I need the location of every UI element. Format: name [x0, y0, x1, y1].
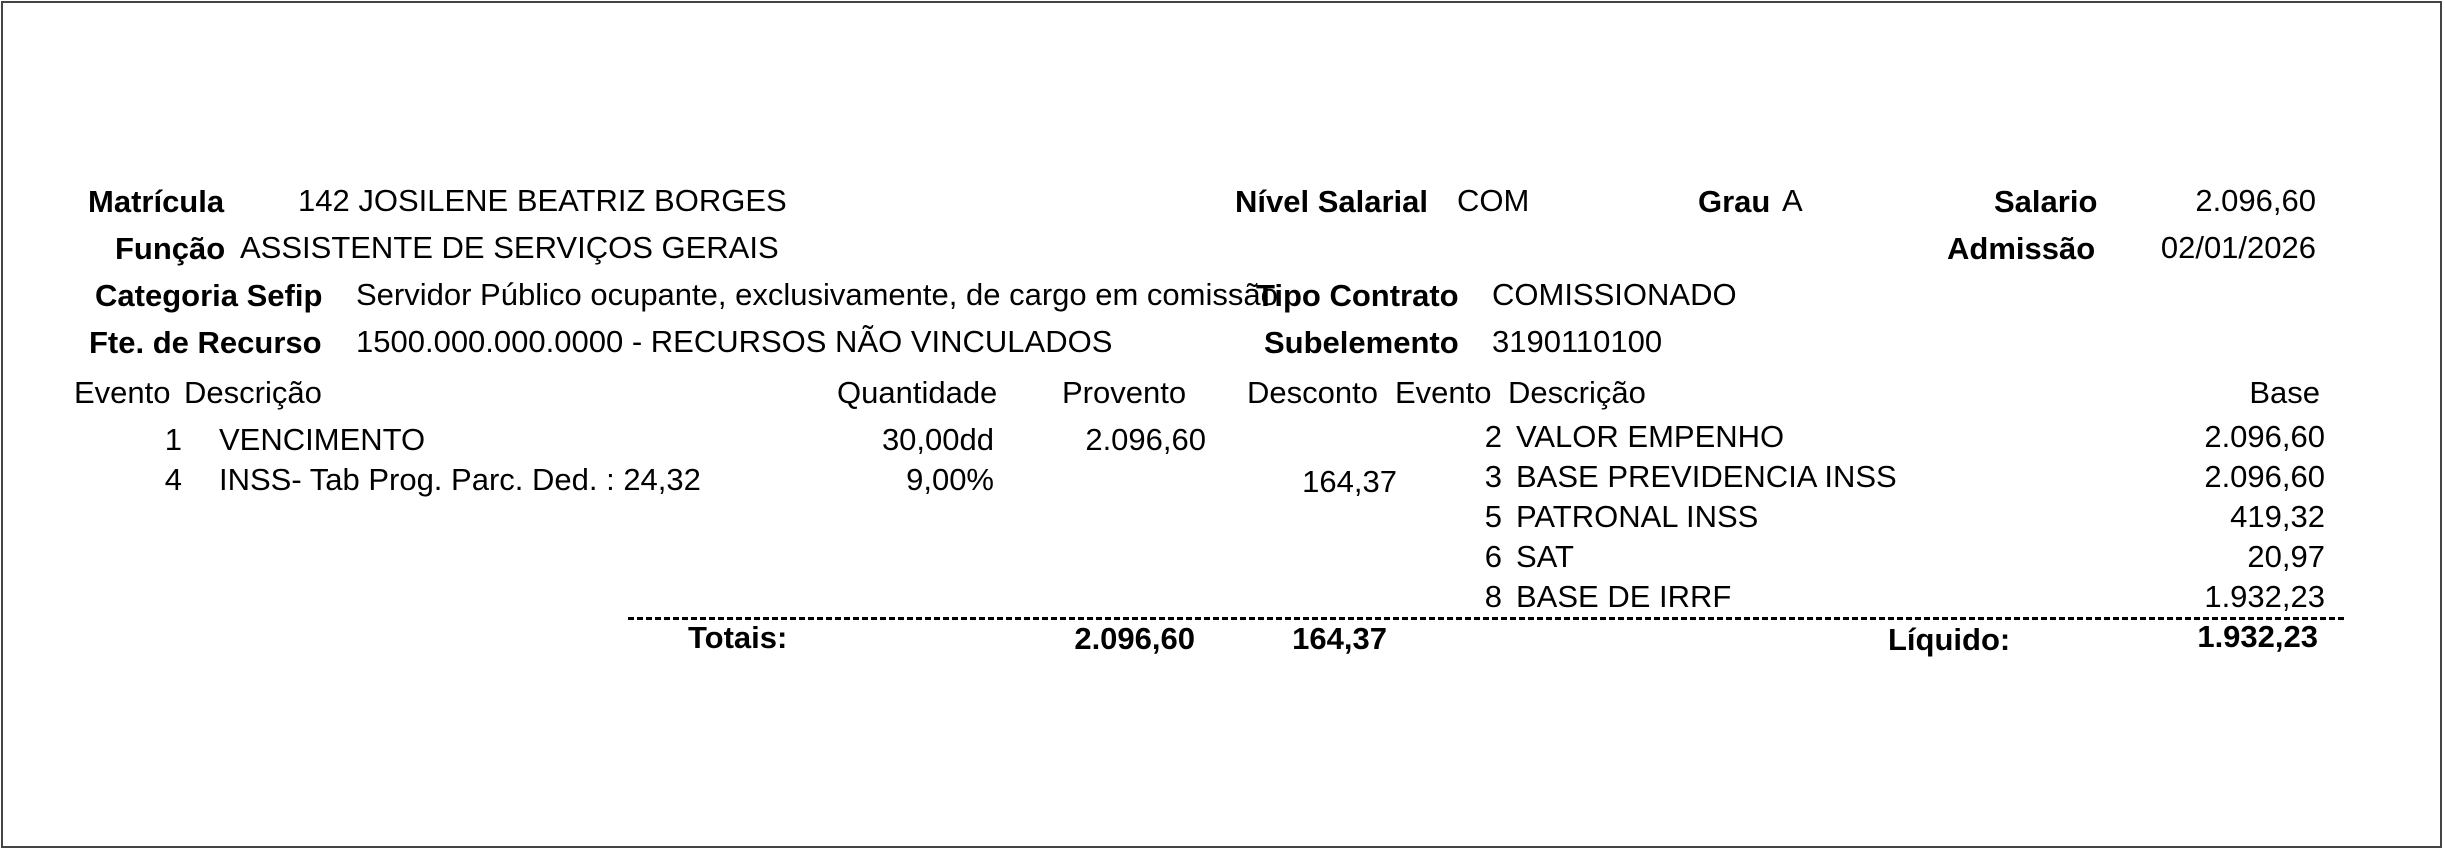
nivel-salarial-label: Nível Salarial	[1235, 184, 1429, 219]
evento-number: 1	[164, 422, 182, 457]
col-evento-base: Evento	[1395, 375, 1492, 410]
grau-label: Grau	[1698, 184, 1771, 219]
col-desconto: Desconto	[1247, 375, 1378, 410]
funcao-value: ASSISTENTE DE SERVIÇOS GERAIS	[240, 230, 779, 265]
base-descricao: SAT	[1516, 539, 1574, 574]
fonte-recurso-value: 1500.000.000.0000 - RECURSOS NÃO VINCULADOS	[356, 324, 1113, 359]
base-value: 2.096,60	[2204, 459, 2325, 494]
evento-provento: 2.096,60	[1085, 422, 1206, 457]
evento-descricao: VENCIMENTO	[219, 422, 426, 457]
matricula-value: 142 JOSILENE BEATRIZ BORGES	[298, 183, 787, 218]
col-descricao-base: Descrição	[1508, 375, 1646, 410]
matricula-label: Matrícula	[88, 184, 225, 219]
col-base: Base	[2249, 375, 2320, 410]
fonte-recurso-label: Fte. de Recurso	[89, 325, 322, 360]
total-desconto: 164,37	[1292, 621, 1387, 656]
subelemento-value: 3190110100	[1492, 324, 1663, 359]
evento-number: 4	[164, 462, 182, 497]
subelemento-label: Subelemento	[1264, 325, 1459, 360]
grau-value: A	[1782, 183, 1803, 218]
base-evento-number: 5	[1484, 499, 1502, 534]
base-descricao: BASE PREVIDENCIA INSS	[1516, 459, 1897, 494]
totais-label: Totais:	[688, 620, 788, 655]
liquido-label: Líquido:	[1888, 622, 2011, 657]
base-descricao: VALOR EMPENHO	[1516, 419, 1785, 454]
col-descricao: Descrição	[184, 375, 322, 410]
salario-label: Salario	[1994, 184, 2098, 219]
base-evento-number: 6	[1484, 539, 1502, 574]
totals-divider	[628, 617, 2344, 620]
base-evento-number: 8	[1484, 579, 1502, 614]
funcao-label: Função	[115, 231, 226, 266]
liquido-value: 1.932,23	[2197, 619, 2318, 654]
nivel-salarial-value: COM	[1457, 183, 1530, 218]
admissao-label: Admissão	[1947, 231, 2096, 266]
tipo-contrato-label: Tipo Contrato	[1256, 278, 1459, 313]
tipo-contrato-value: COMISSIONADO	[1492, 277, 1737, 312]
evento-quantidade: 30,00dd	[881, 422, 994, 457]
col-provento: Provento	[1062, 375, 1187, 410]
evento-quantidade: 9,00%	[906, 462, 994, 497]
base-value: 2.096,60	[2204, 419, 2325, 454]
base-value: 419,32	[2230, 499, 2325, 534]
base-evento-number: 3	[1484, 459, 1502, 494]
total-provento: 2.096,60	[1074, 621, 1195, 656]
col-evento: Evento	[74, 375, 171, 410]
evento-desconto: 164,37	[1302, 464, 1397, 499]
base-descricao: BASE DE IRRF	[1516, 579, 1732, 614]
salario-value: 2.096,60	[2195, 183, 2316, 218]
base-value: 1.932,23	[2204, 579, 2325, 614]
base-value: 20,97	[2247, 539, 2325, 574]
base-evento-number: 2	[1484, 419, 1502, 454]
evento-descricao: INSS- Tab Prog. Parc. Ded. : 24,32	[219, 462, 701, 497]
categoria-sefip-label: Categoria Sefip	[95, 278, 323, 313]
admissao-value: 02/01/2026	[2160, 230, 2316, 265]
col-quantidade: Quantidade	[837, 375, 998, 410]
base-descricao: PATRONAL INSS	[1516, 499, 1759, 534]
categoria-sefip-value: Servidor Público ocupante, exclusivamente, de cargo em comissão	[356, 277, 1278, 312]
